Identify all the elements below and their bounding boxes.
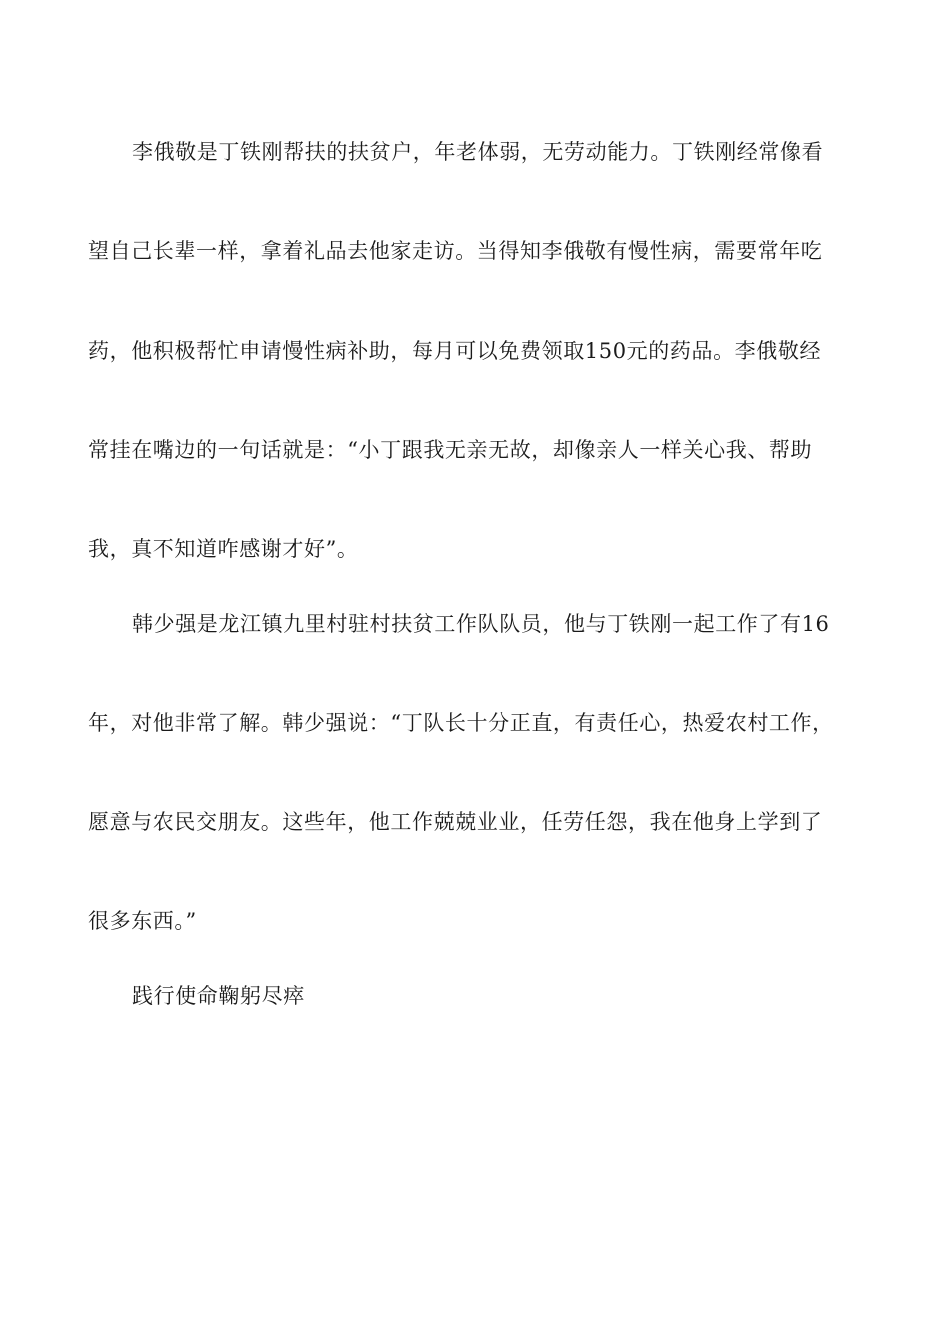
paragraph-line: 望自己长辈一样，拿着礼品去他家走访。当得知李俄敬有慢性病，需要常年吃	[88, 239, 823, 263]
paragraph-line: 韩少强是龙江镇九里村驻村扶贫工作队队员，他与丁铁刚一起工作了有16	[132, 612, 830, 636]
paragraph-line: 药，他积极帮忙申请慢性病补助，每月可以免费领取150元的药品。李俄敬经	[88, 339, 822, 363]
paragraph-line: 李俄敬是丁铁刚帮扶的扶贫户，年老体弱，无劳动能力。丁铁刚经常像看	[132, 140, 824, 164]
paragraph-line: 年，对他非常了解。韩少强说：“丁队长十分正直，有责任心，热爱农村工作，	[88, 711, 834, 735]
section-heading-line: 践行使命鞠躬尽瘁	[132, 984, 305, 1008]
paragraph-line: 我，真不知道咋感谢才好”。	[88, 537, 359, 561]
paragraph-line: 常挂在嘴边的一句话就是：“小丁跟我无亲无故，却像亲人一样关心我、帮助	[88, 438, 813, 462]
paragraph-line: 很多东西。”	[88, 909, 197, 933]
paragraph-line: 愿意与农民交朋友。这些年，他工作兢兢业业，任劳任怨，我在他身上学到了	[88, 810, 823, 834]
